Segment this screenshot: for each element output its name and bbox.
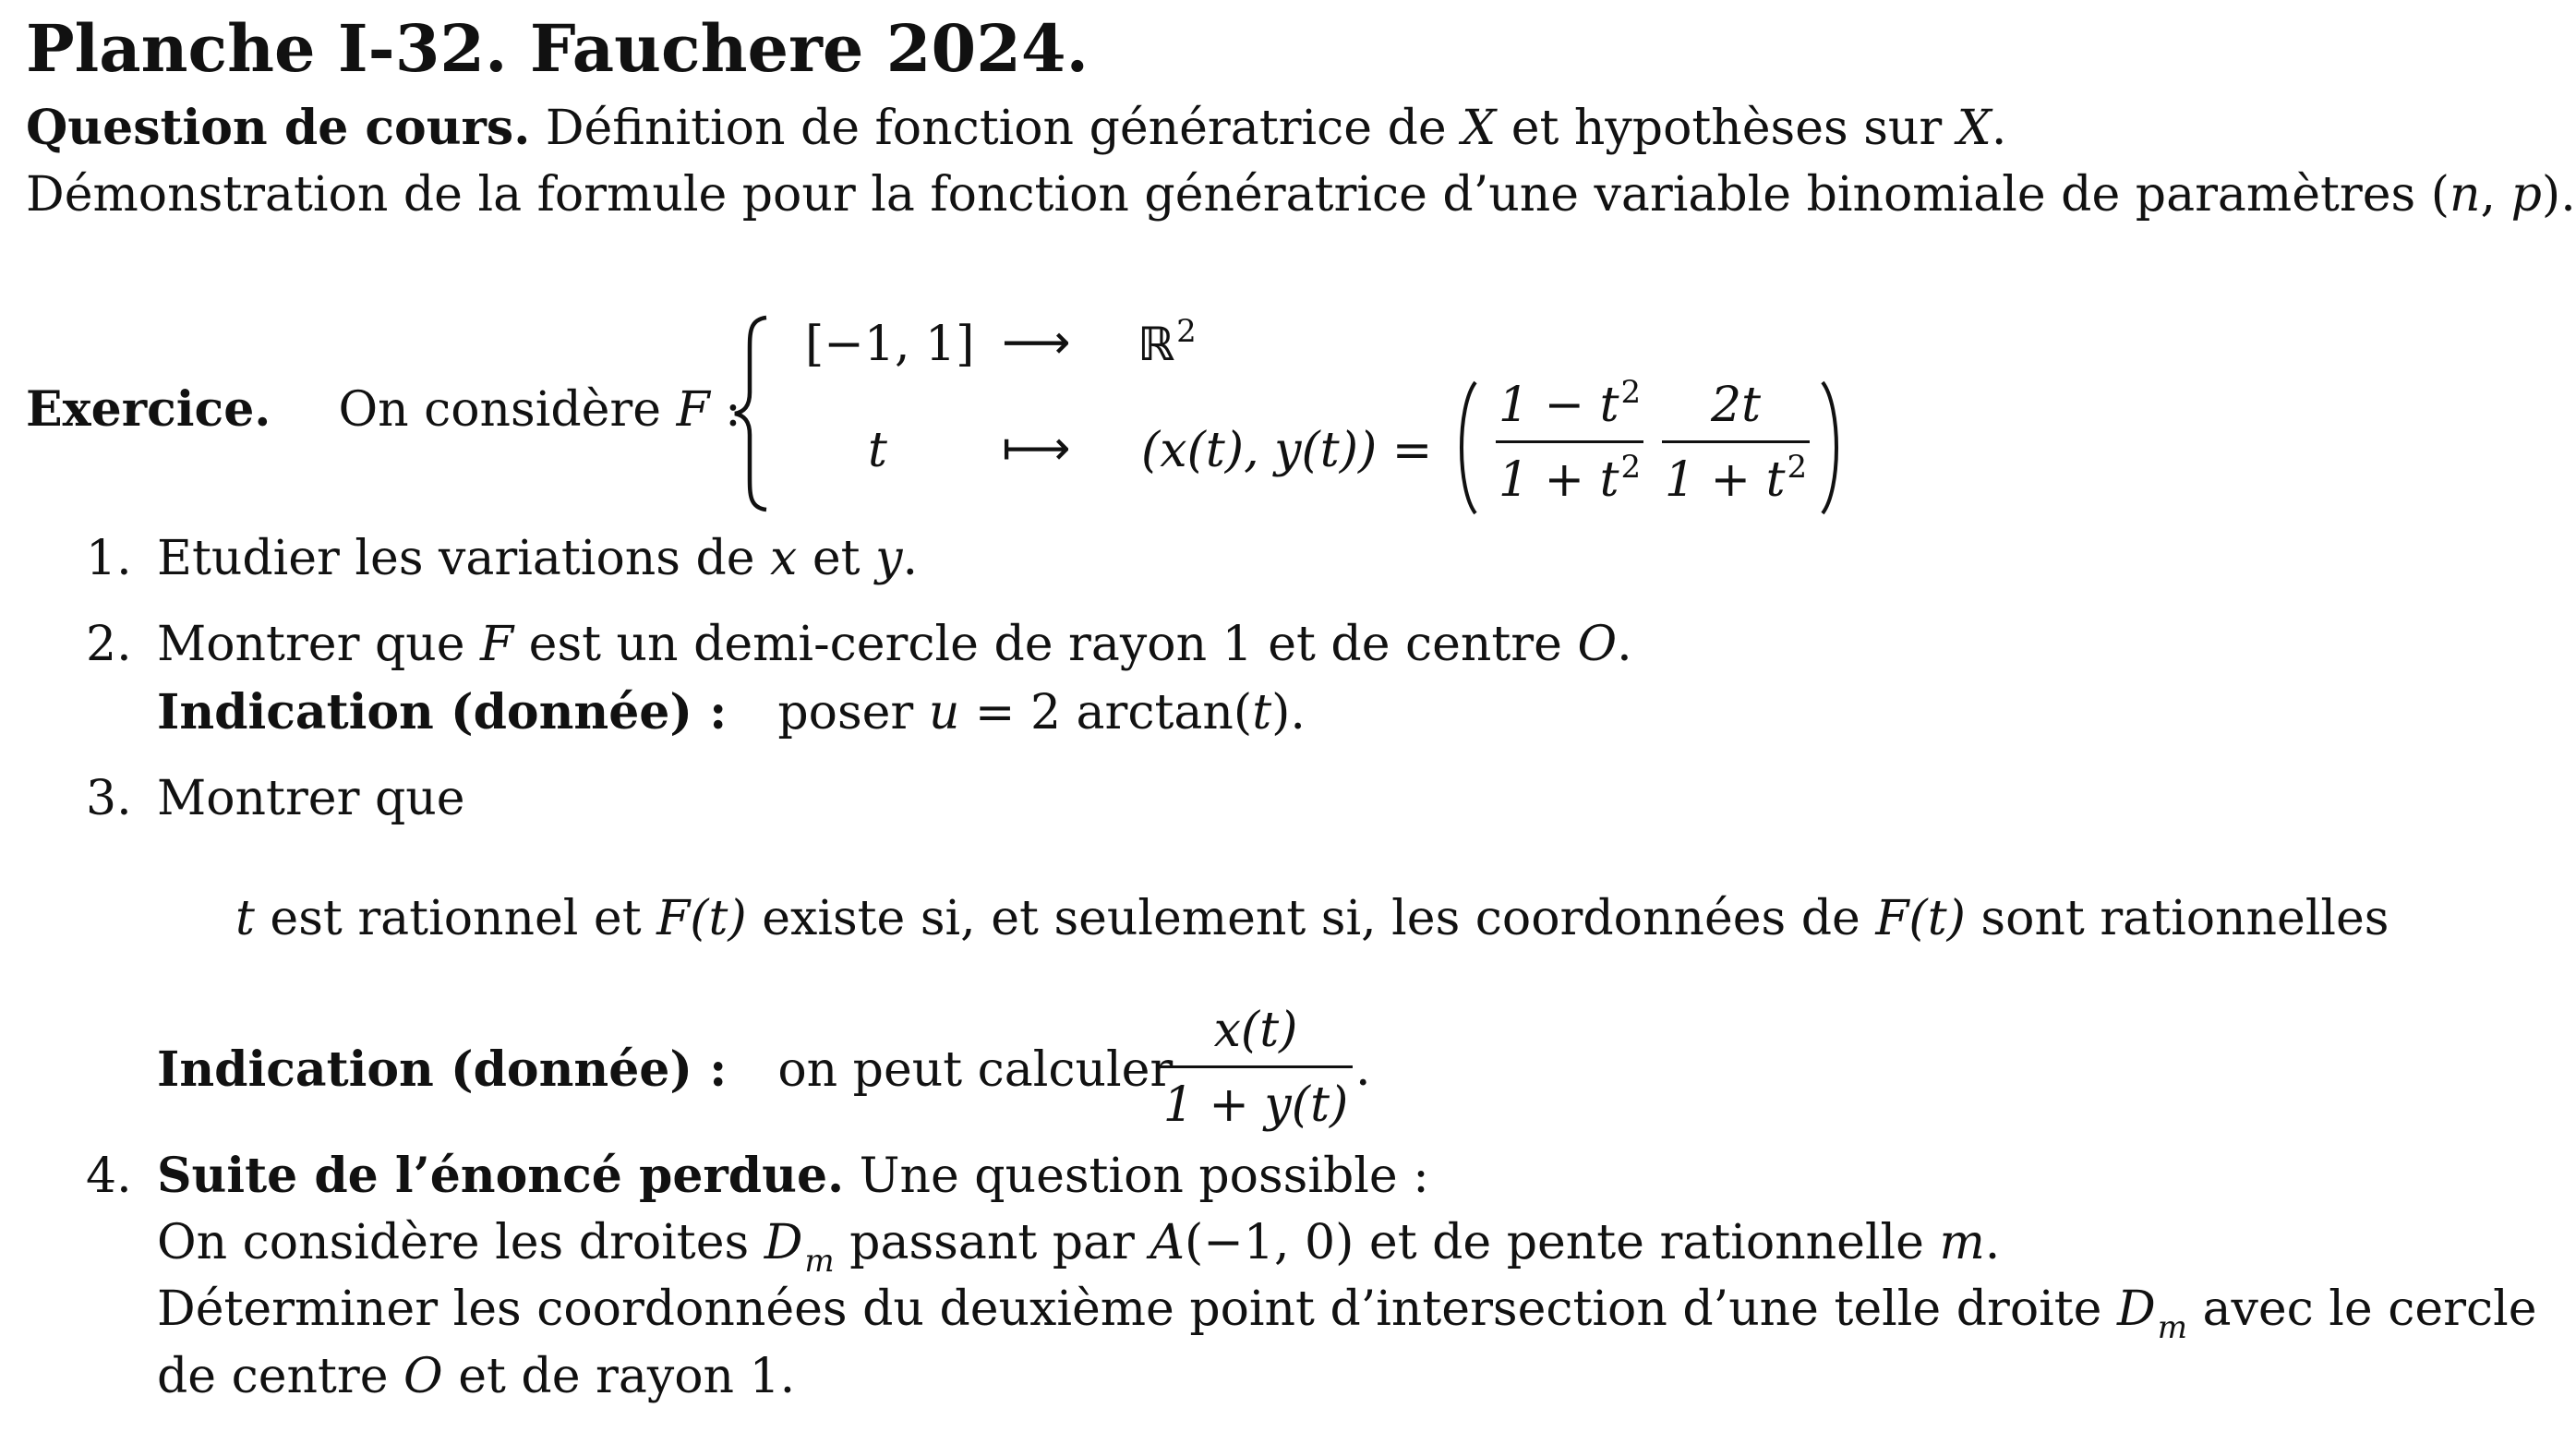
item-4-line3-b: avec le cercle: [2186, 1282, 2537, 1337]
item-3-hint: [157, 1043, 1173, 1097]
fraction-y-denominator: $1 + t^2$: [1664, 449, 1808, 508]
hint-label: Indication (donnée) :: [157, 684, 728, 740]
hint-end: ).: [1271, 685, 1306, 740]
fraction-y: [1662, 378, 1810, 508]
cours-text-b: et hypothèses sur: [1496, 101, 1957, 156]
param-n: n: [2450, 167, 2481, 223]
fraction-x-numerator: $1 - t^2$: [1498, 374, 1642, 433]
list-item-2: [86, 619, 1632, 671]
var-O: O: [403, 1349, 443, 1404]
fraction-bar: [1159, 1065, 1353, 1068]
item-number: 1.: [86, 531, 132, 586]
stmt-F2: F: [1875, 891, 1909, 946]
page-title: Planche I-32. Fauchere 2024.: [26, 10, 1089, 87]
item-4-line-3: [157, 1282, 2537, 1346]
map-image-lhs: (x(t), y(t)) =: [1141, 423, 1433, 478]
reals-symbol: ℝ: [1138, 318, 1175, 371]
line-D-subscript: m: [804, 1243, 835, 1280]
item-1-text-b: et: [797, 531, 876, 586]
item-1-end: .: [902, 531, 919, 586]
item-4-line3-a: Déterminer les coordonnées du deuxième point d’intersection d’une telle droite: [157, 1282, 2117, 1337]
fraction-hint: [1159, 1003, 1353, 1133]
item-2-hint: [157, 686, 1306, 740]
item-4-line2-c: (−1, 0) et de pente rationnelle: [1185, 1215, 1940, 1270]
var-F-def: F: [676, 382, 710, 438]
fraction-bar: [1496, 440, 1643, 443]
var-u: u: [928, 685, 960, 740]
var-x: x: [770, 531, 798, 586]
item-4-line2-end: .: [1984, 1215, 2001, 1270]
exercice-intro-text: On considère: [338, 382, 677, 438]
item-4-line4-a: de centre: [157, 1349, 404, 1404]
var-X-2: X: [1956, 101, 1992, 156]
list-item-4: [86, 1149, 1429, 1203]
cours-line2-text: Démonstration de la formule pour la fonction génératrice d’une variable binomiale de paramètres (: [26, 167, 2450, 223]
var-X-1: X: [1462, 101, 1497, 156]
item-4-line2-a: On considère les droites: [157, 1215, 764, 1270]
line-D: D: [2117, 1282, 2157, 1337]
line-D: D: [764, 1215, 804, 1270]
cours-label: Question de cours.: [26, 100, 531, 156]
cours-end: .: [1991, 101, 2007, 156]
item-4-bold-label: Suite de l’énoncé perdue.: [157, 1148, 845, 1204]
var-O: O: [1577, 617, 1618, 672]
stmt-text-b: existe si, et seulement si, les coordonnées de: [746, 891, 1876, 946]
var-t: t: [1252, 685, 1272, 740]
codomain-exponent: 2: [1176, 313, 1197, 350]
left-paren-icon: [1451, 379, 1479, 517]
exercice-label: Exercice.: [26, 381, 271, 438]
cours-line-2: [26, 169, 2576, 222]
fraction-bar: [1662, 440, 1810, 443]
list-item-3: [86, 773, 465, 825]
cours-line-1: [26, 102, 2006, 155]
exercice-colon: :: [709, 382, 741, 438]
fraction-x: [1496, 374, 1643, 508]
stmt-F1: F: [656, 891, 691, 946]
hint-text: on peut calculer: [777, 1042, 1174, 1098]
stmt-t: t: [235, 891, 255, 946]
fraction-y-numerator: 2t: [1711, 378, 1761, 433]
item-4-line-4: [157, 1351, 795, 1403]
mapsto-arrow-icon: ⟼: [1002, 421, 1071, 476]
stmt-paren1: (t): [690, 891, 747, 946]
list-item-1: [86, 533, 918, 585]
map-arrow-icon: ⟶: [1002, 315, 1071, 370]
right-paren-icon: [1819, 379, 1847, 517]
hint-text-a: poser: [777, 685, 929, 740]
item-1-text-a: Etudier les variations de: [157, 531, 771, 586]
item-number: 3.: [86, 771, 132, 826]
stmt-text-a: est rationnel et: [254, 891, 657, 946]
map-domain: [−1, 1]: [805, 317, 975, 372]
var-F: F: [480, 617, 514, 672]
item-4-line-2: [157, 1215, 2001, 1280]
item-number: 2.: [86, 617, 132, 672]
item-4-line2-b: passant par: [834, 1215, 1150, 1270]
item-2-text-b: est un demi-cercle de rayon 1 et de centre: [513, 617, 1578, 672]
fraction-hint-numerator: x(t): [1213, 1003, 1298, 1058]
stmt-text-c: sont rationnelles: [1965, 891, 2389, 946]
stmt-paren2: (t): [1908, 891, 1966, 946]
fraction-hint-denominator: 1 + y(t): [1162, 1077, 1349, 1133]
exercice-intro: [26, 383, 741, 437]
item-number: 4.: [86, 1149, 132, 1204]
var-y: y: [875, 531, 903, 586]
left-brace-icon: [729, 314, 776, 512]
param-p: p: [2510, 167, 2542, 223]
hint-label: Indication (donnée) :: [157, 1041, 728, 1098]
cours-line2-end: ).: [2541, 167, 2576, 223]
line-D-subscript: m: [2157, 1309, 2187, 1346]
param-comma: ,: [2480, 167, 2511, 223]
point-A: A: [1150, 1215, 1186, 1270]
item-4-text-a: Une question possible :: [844, 1149, 1429, 1204]
item-4-line4-b: et de rayon 1.: [442, 1349, 796, 1404]
hint-text-b: = 2 arctan(: [959, 685, 1253, 740]
fraction-x-denominator: $1 + t^2$: [1498, 449, 1642, 508]
item-2-text-a: Montrer que: [157, 617, 481, 672]
fraction-hint-end: .: [1355, 1041, 1371, 1097]
map-codomain: [1138, 313, 1197, 371]
item-3-text: Montrer que: [157, 771, 465, 826]
var-m: m: [1939, 1215, 1985, 1270]
item-2-end: .: [1617, 617, 1632, 672]
cours-text-a: Définition de fonction génératrice de: [545, 101, 1463, 156]
item-3-statement: [235, 893, 2389, 945]
map-var-t: t: [868, 423, 887, 478]
